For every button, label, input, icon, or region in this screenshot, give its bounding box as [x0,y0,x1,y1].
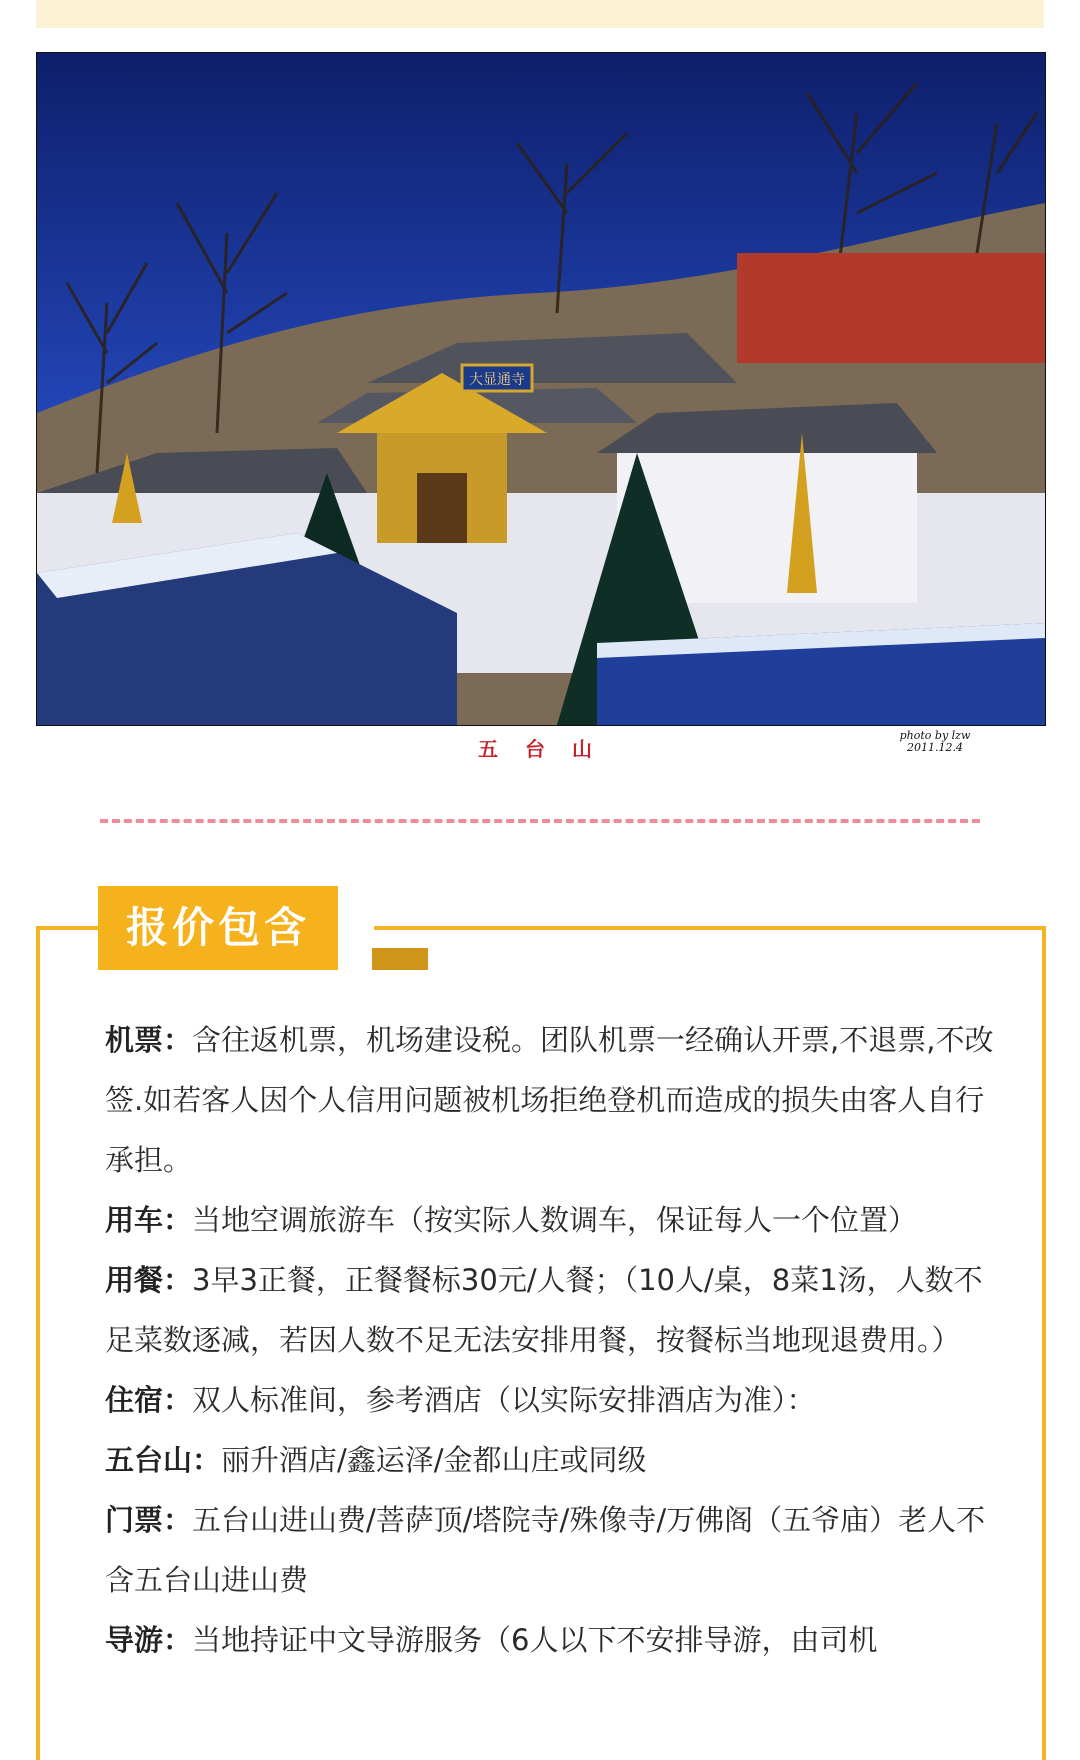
section-title-tab: 报价包含 [98,886,338,970]
item-transport [105,1190,995,1250]
top-banner-strip [36,0,1044,28]
temple-photo-illustration [37,53,1045,725]
photo-credit-author: photo by lzw [899,729,971,742]
photo-caption: 五 台 山 [478,737,602,761]
section-title-accent [372,948,428,970]
temple-signboard: 大显通寺 [469,372,525,388]
item-label: 住宿： [105,1383,193,1417]
item-text: 五台山进山费/菩萨顶/塔院寺/殊像寺/万佛阁（五爷庙）老人不含五台山进山费 [105,1503,986,1597]
quote-includes-list [105,1010,995,1670]
item-text: 丽升酒店/鑫运泽/金都山庄或同级 [221,1443,647,1477]
item-text: 含往返机票，机场建设税。团队机票一经确认开票,不退票,不改签.如若客人因个人信用问题被机场拒绝登机而造成的损失由客人自行承担。 [105,1023,994,1177]
wutaishan-temple-photo [36,52,1046,726]
item-label: 用车： [105,1203,193,1237]
item-label: 导游： [105,1623,193,1657]
item-guide [105,1610,995,1670]
item-text: 3早3正餐，正餐餐标30元/人餐；（10人/桌，8菜1汤，人数不足菜数逐减，若因人数不足无法安排用餐，按餐标当地现退费用。） [105,1263,983,1357]
item-text: 双人标准间，参考酒店（以实际安排酒店为准）： [192,1383,816,1417]
item-label: 用餐： [105,1263,193,1297]
item-label: 五台山： [105,1443,222,1477]
photo-credit-date: 2011.12.4 [907,741,963,754]
item-accommodation [105,1370,995,1430]
dashed-divider [100,819,980,823]
item-text: 当地持证中文导游服务（6人以下不安排导游，由司机 [192,1623,878,1657]
item-label: 门票： [105,1503,193,1537]
item-text: 当地空调旅游车（按实际人数调车，保证每人一个位置） [192,1203,918,1237]
item-meals [105,1250,995,1370]
item-tickets [105,1490,995,1610]
photo-credit [870,730,1000,754]
item-wutaishan-hotels [105,1430,995,1490]
item-air-tickets [105,1010,995,1190]
item-label: 机票： [105,1023,193,1057]
